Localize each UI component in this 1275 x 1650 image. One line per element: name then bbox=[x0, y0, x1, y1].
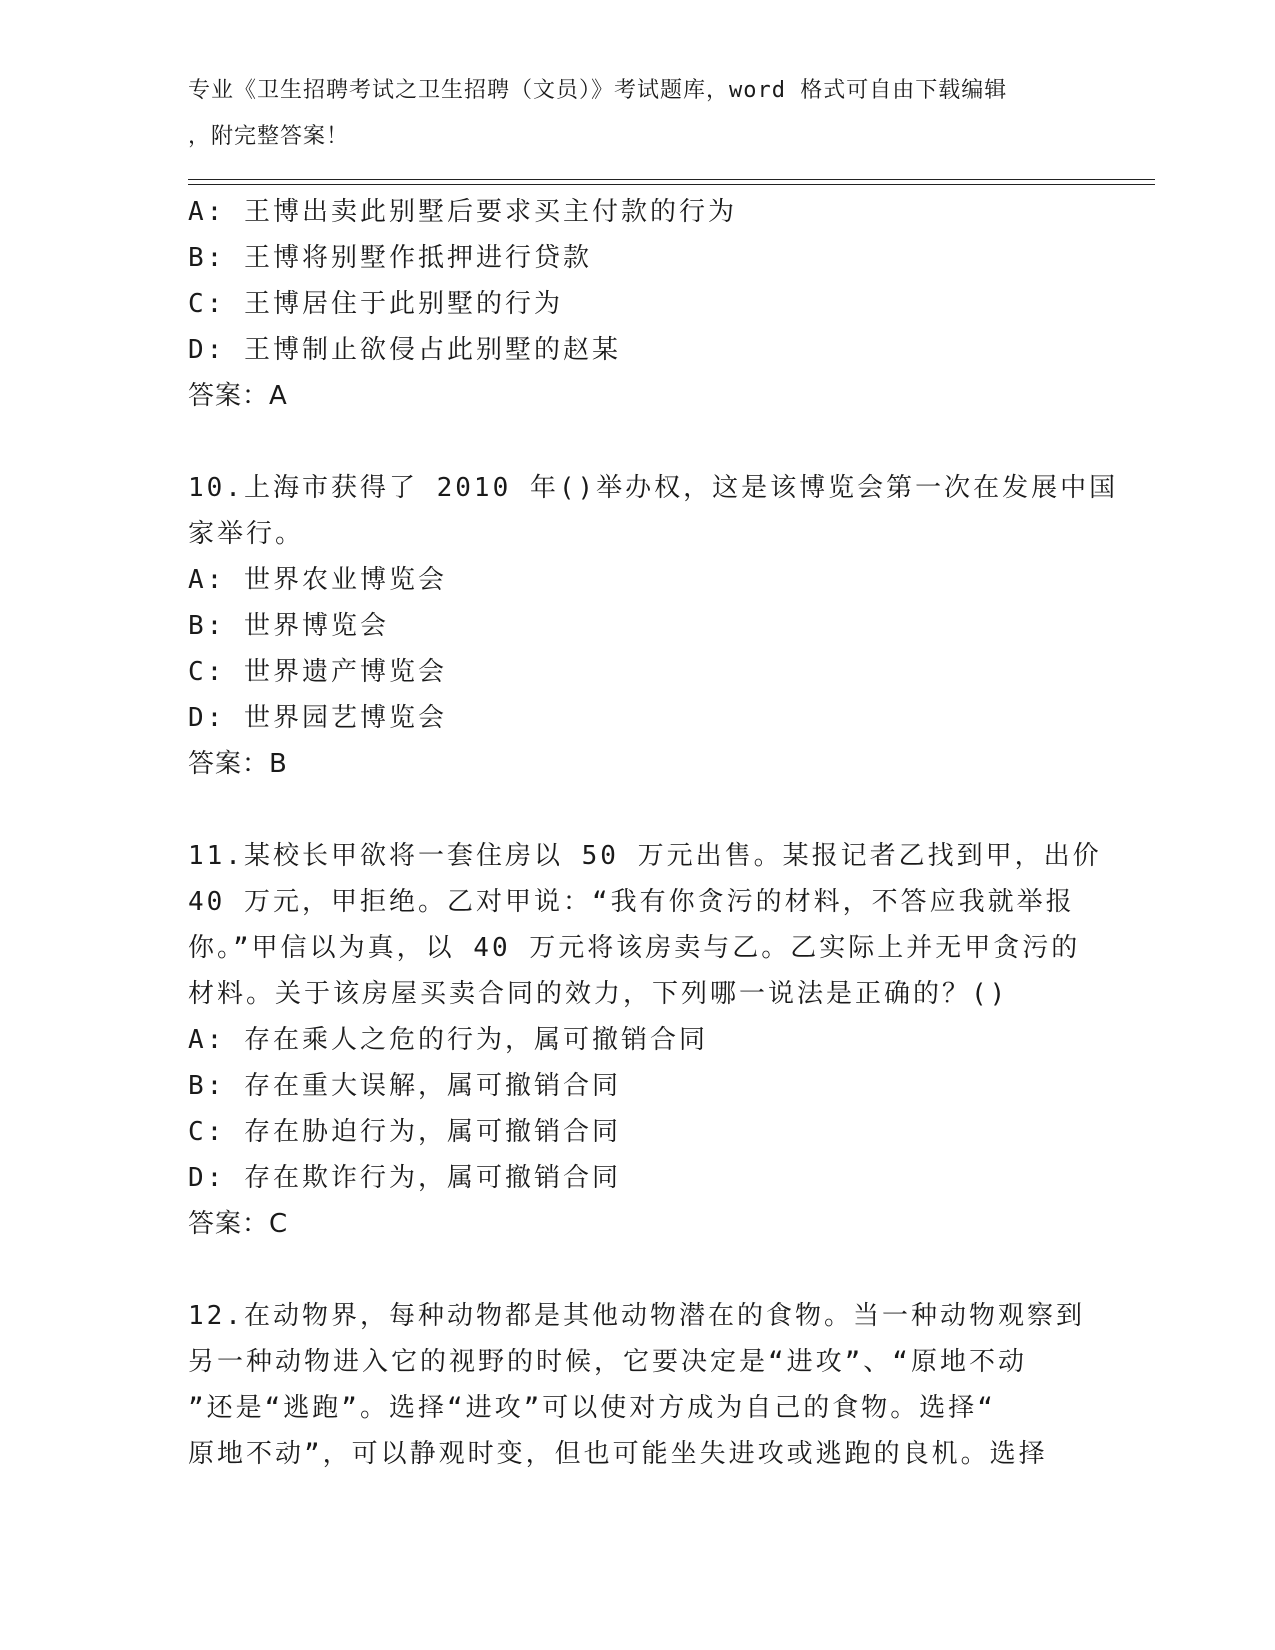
option-c: C: 存在胁迫行为，属可撤销合同 bbox=[188, 1117, 621, 1147]
question-stem-line: 40 万元，甲拒绝。乙对甲说：“我有你贪污的材料，不答应我就举报 bbox=[188, 887, 1075, 917]
question-stem-line: 家举行。 bbox=[188, 519, 305, 549]
header-line-1: 专业《卫生招聘考试之卫生招聘（文员）》考试题库，word 格式可自由下载编辑 bbox=[188, 78, 1008, 103]
option-c: C: 王博居住于此别墅的行为 bbox=[188, 289, 563, 319]
option-d: D: 王博制止欲侵占此别墅的赵某 bbox=[188, 335, 621, 365]
header-divider-top bbox=[188, 179, 1155, 180]
option-b: B: 王博将别墅作抵押进行贷款 bbox=[188, 243, 592, 273]
question-stem-line: 另一种动物进入它的视野的时候，它要决定是“进攻”、“原地不动 bbox=[188, 1347, 1027, 1377]
question-list bbox=[188, 189, 1119, 1477]
question-stem-line: 材料。关于该房屋买卖合同的效力，下列哪一说法是正确的？() bbox=[188, 979, 1009, 1009]
question-9 bbox=[188, 189, 1088, 419]
header-line-2: ，附完整答案！ bbox=[188, 124, 350, 149]
spacer bbox=[188, 1247, 1088, 1293]
question-12 bbox=[188, 1293, 1088, 1477]
answer: 答案：A bbox=[188, 381, 288, 411]
answer: 答案：C bbox=[188, 1209, 289, 1239]
option-a: A: 存在乘人之危的行为，属可撤销合同 bbox=[188, 1025, 708, 1055]
question-11 bbox=[188, 833, 1102, 1247]
question-stem-line: 10.上海市获得了 2010 年()举办权，这是该博览会第一次在发展中国 bbox=[188, 473, 1119, 503]
option-d: D: 世界园艺博览会 bbox=[188, 703, 447, 733]
option-a: A: 世界农业博览会 bbox=[188, 565, 447, 595]
question-stem-line: ”还是“逃跑”。选择“进攻”可以使对方成为自己的食物。选择“ bbox=[188, 1393, 996, 1423]
option-a: A: 王博出卖此别墅后要求买主付款的行为 bbox=[188, 197, 737, 227]
option-b: B: 存在重大误解，属可撤销合同 bbox=[188, 1071, 621, 1101]
header-divider-bottom bbox=[188, 184, 1155, 185]
answer: 答案：B bbox=[188, 749, 288, 779]
question-stem-line: 你。”甲信以为真，以 40 万元将该房卖与乙。乙实际上并无甲贪污的 bbox=[188, 933, 1081, 963]
question-stem-line: 12.在动物界，每种动物都是其他动物潜在的食物。当一种动物观察到 bbox=[188, 1301, 1085, 1331]
spacer bbox=[188, 419, 1088, 465]
document-header bbox=[188, 74, 1068, 166]
option-b: B: 世界博览会 bbox=[188, 611, 389, 641]
question-10 bbox=[188, 465, 1119, 787]
option-c: C: 世界遗产博览会 bbox=[188, 657, 447, 687]
question-stem-line: 原地不动”，可以静观时变，但也可能坐失进攻或逃跑的良机。选择 bbox=[188, 1439, 1048, 1469]
question-stem-line: 11.某校长甲欲将一套住房以 50 万元出售。某报记者乙找到甲，出价 bbox=[188, 841, 1102, 871]
option-d: D: 存在欺诈行为，属可撤销合同 bbox=[188, 1163, 621, 1193]
spacer bbox=[188, 787, 1088, 833]
